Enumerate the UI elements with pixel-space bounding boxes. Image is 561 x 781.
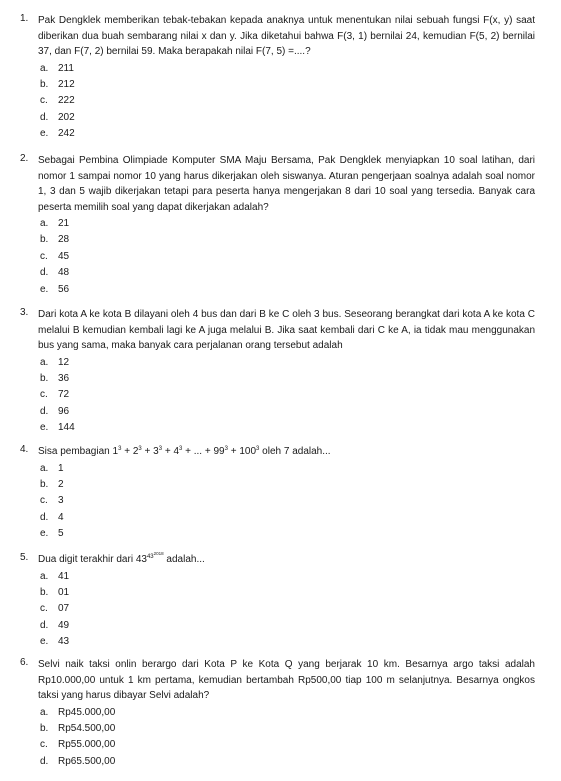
question-text: Sebagai Pembina Olimpiade Komputer SMA Maju Bersama, Pak Dengklek menyiapkan 10 soal latihan, dari nomor 1 sampai nomor 10 yang harus dikerjakan oleh siswanya. Aturan pengerjaan soalnya adalah soal nomor 1, 3 dan 5 wajib dikerjakan tetapi para peserta hanya mengerjakan 8 dari 10 soal yang tersedia. Banyak cara peserta memilih soal yang dapat dikerjakan adalah? [38,155,535,213]
option-d[interactable]: d. Rp65.500,00 [40,755,116,767]
option-a[interactable]: a. 12 [40,356,70,368]
options-list [38,216,535,298]
question-number: 3. [20,307,29,318]
option-c[interactable]: c. 3 [40,495,64,507]
option-d[interactable]: d. 96 [40,405,70,417]
option-d[interactable]: d. 48 [40,267,70,279]
option-b[interactable]: b. 2 [40,478,64,490]
option-e[interactable]: e. 56 [40,283,70,295]
option-e[interactable]: e. 43 [40,636,70,648]
question-number: 4. [20,444,29,455]
question-text: Sisa pembagian $1^3 + 2^3 + 3^3 + 4^3$ + ... + $99^3 + 100^3$ oleh 7 adalah... [38,446,331,457]
option-b[interactable]: b. 01 [40,586,70,598]
question-number: 6. [20,657,29,668]
question-number: 5. [20,552,29,563]
question-3 [20,307,535,436]
option-a[interactable]: a. 41 [40,570,70,582]
option-b[interactable]: b. Rp54.500,00 [40,722,116,734]
sum-of-cubes-formula: $1^3 + 2^3 + 3^3 + 4^3$ + ... + $99^3 + 100^3$ [112,446,260,457]
question-6 [20,657,535,770]
question-text: Pak Dengklek memberikan tebak-tebakan kepada anaknya untuk menentukan nilai sebuah fungsi F(x, y) saat diberikan dua buah sembarang nilai x dan y. Jika diketahui bahwa F(3, 1) bernilai 24, kemudian F(5, 2) bernilai 37, dan F(7, 2) bernilai 59. Maka berapakah nilai F(7, 5) =....? [38,15,535,57]
option-e[interactable]: e. 144 [40,422,75,434]
question-text: Dua digit terakhir dari $43^{43^{2018}}$ adalah... [38,551,205,565]
option-d[interactable]: d. 202 [40,111,75,123]
option-c[interactable]: c. 07 [40,603,70,615]
option-c[interactable]: c. 222 [40,95,75,107]
question-text: Dari kota A ke kota B dilayani oleh 4 bus dan dari B ke C oleh 3 bus. Seseorang berangkat dari kota A ke kota C melalui B kemudian kembali lagi ke A juga melalui B. Jika saat kembali dari C ke A, ia tidak mau menggunakan bus yang sama, maka banyak cara perjalanan orang tersebut adalah [38,309,535,351]
option-c[interactable]: c. 45 [40,250,70,262]
question-text: Selvi naik taksi onlin berargo dari Kota P ke Kota Q yang berjarak 10 km. Besarnya argo taksi adalah Rp10.000,00 untuk 1 km pertama, kemudian bertambah Rp500,00 tiap 100 m selanjutnya. Besarnya ongkos taksi yang harus dibayar Selvi adalah? [38,659,535,701]
option-b[interactable]: b. 28 [40,234,70,246]
option-c[interactable]: c. 72 [40,389,70,401]
options-list [38,705,535,771]
option-c[interactable]: c. Rp55.000,00 [40,739,116,751]
options-list [38,355,535,437]
option-d[interactable]: d. 4 [40,511,64,523]
question-number: 1. [20,13,29,24]
options-list [38,61,535,143]
question-1 [20,13,535,142]
option-d[interactable]: d. 49 [40,619,70,631]
question-number: 2. [20,153,29,164]
option-a[interactable]: a. 21 [40,218,70,229]
power-tower-formula: $43^{43^{2018}}$ [135,551,164,565]
option-e[interactable]: e. 242 [40,128,75,140]
option-a[interactable]: a. Rp45.000,00 [40,706,116,718]
question-5 [20,552,535,650]
options-list [38,569,535,651]
option-b[interactable]: b. 36 [40,372,70,384]
option-a[interactable]: a. 211 [40,62,74,74]
option-a[interactable]: a. 1 [40,462,64,474]
question-4 [20,444,535,542]
question-2 [20,153,535,298]
option-e[interactable]: e. 5 [40,528,64,540]
options-list [38,461,535,543]
option-b[interactable]: b. 212 [40,78,75,90]
